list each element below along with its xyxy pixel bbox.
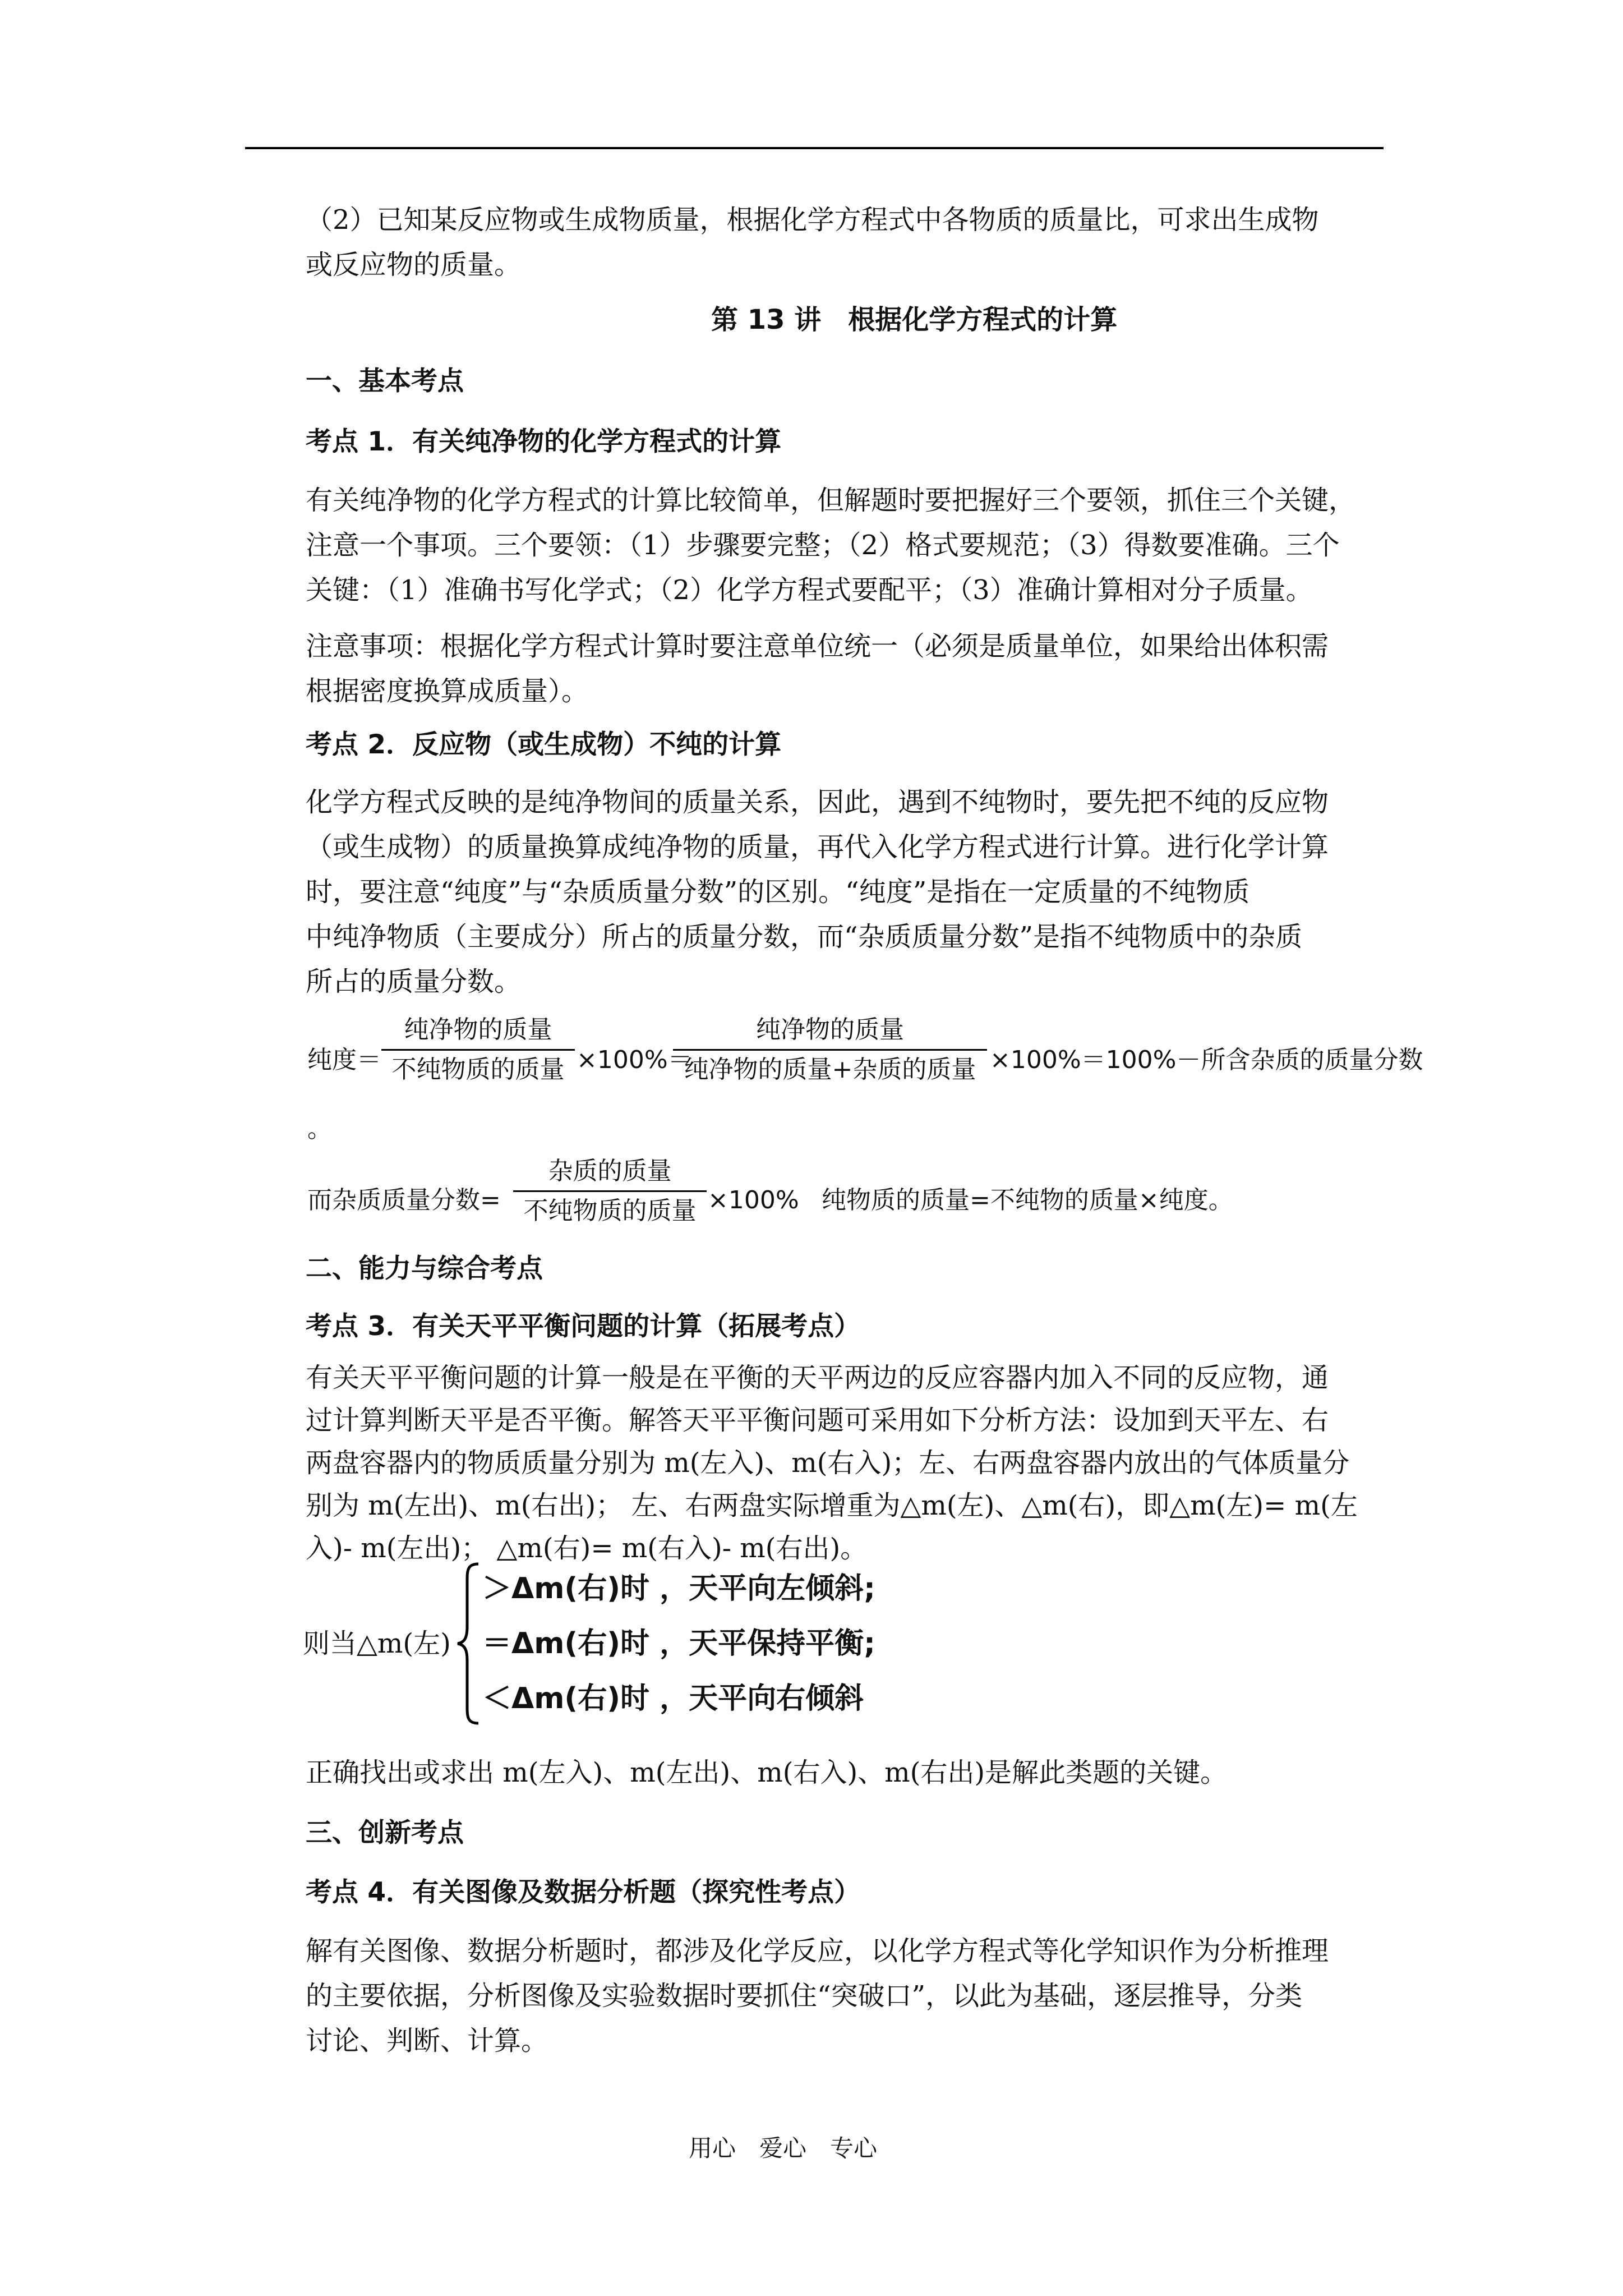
point-1-note — [306, 624, 1388, 714]
fraction-pure-over-sum — [673, 1014, 987, 1085]
fraction-numerator: 杂质的质量 — [513, 1156, 707, 1192]
paragraph-line: 有关天平平衡问题的计算一般是在平衡的天平两边的反应容器内加入不同的反应物，通 — [306, 1362, 1329, 1393]
fraction-impurity — [513, 1156, 707, 1227]
point-3-conclusion: 正确找出或求出 m(左入)、m(左出)、m(右入)、m(右出)是解此类题的关键。 — [306, 1757, 1228, 1788]
paragraph-line: 注意一个事项。三个要领：（1）步骤要完整；（2）格式要规范；（3）得数要准确。三个 — [306, 530, 1340, 561]
formula-lhs: 而杂质质量分数= — [307, 1186, 501, 1214]
intro-line: （2）已知某反应物或生成物质量，根据化学方程式中各物质的质量比，可求出生成物 — [306, 204, 1319, 236]
header-rule — [245, 147, 1384, 149]
point-2-heading: 考点 2．反应物（或生成物）不纯的计算 — [306, 729, 782, 760]
paragraph-line: 注意事项：根据化学方程式计算时要注意单位统一（必须是质量单位，如果给出体积需 — [306, 631, 1329, 662]
intro-line: 或反应物的质量。 — [306, 249, 522, 280]
case-line: ＝Δm(右)时 ，天平保持平衡; — [482, 1627, 875, 1660]
fraction-denominator: 不纯物质的质量 — [523, 1197, 697, 1225]
intro-paragraph — [306, 197, 1388, 287]
paragraph-line: 过计算判断天平是否平衡。解答天平平衡问题可采用如下分析方法：设加到天平左、右 — [306, 1405, 1329, 1436]
case-line: ＞Δm(右)时 ，天平向左倾斜; — [482, 1572, 875, 1605]
section-3-heading: 三、创新考点 — [306, 1818, 464, 1848]
formula-operator: ×100% — [708, 1186, 799, 1214]
formula-rhs: 纯物质的质量=不纯物的质量×纯度。 — [822, 1186, 1233, 1214]
fraction-numerator: 纯净物的质量 — [673, 1014, 987, 1051]
section-2-heading: 二、能力与综合考点 — [306, 1253, 543, 1284]
point-3-heading: 考点 3．有关天平平衡问题的计算（拓展考点） — [306, 1311, 861, 1342]
page-footer: 用心 爱心 专心 — [689, 2134, 878, 2162]
fraction-numerator: 纯净物的质量 — [381, 1014, 575, 1051]
paragraph-line: 关键：（1）准确书写化学式；（2）化学方程式要配平；（3）准确计算相对分子质量。 — [306, 574, 1313, 606]
paragraph-line: 的主要依据，分析图像及实验数据时要抓住“突破口”，以此为基础，逐层推导，分类 — [306, 1980, 1303, 2012]
point-1-heading: 考点 1．有关纯净物的化学方程式的计算 — [306, 426, 782, 457]
fraction-denominator: 不纯物质的质量 — [391, 1055, 565, 1084]
point-1-paragraph — [306, 478, 1388, 613]
paragraph-line: （或生成物）的质量换算成纯净物的质量，再代入化学方程式进行计算。进行化学计算 — [306, 831, 1329, 863]
paragraph-line: 入)- m(左出)； △m(右)= m(右入)- m(右出)。 — [306, 1533, 868, 1564]
case-line: ＜Δm(右)时 ，天平向右倾斜 — [482, 1682, 864, 1715]
formula-rhs: ×100%＝100%－所含杂质的质量分数 — [990, 1046, 1423, 1074]
paragraph-line: 别为 m(左出)、m(右出)； 左、右两盘实际增重为△m(左)、△m(右)，即△m(左)= m(左 — [306, 1490, 1358, 1521]
paragraph-line: 有关纯净物的化学方程式的计算比较简单，但解题时要把握好三个要领，抓住三个关键， — [306, 485, 1356, 516]
lecture-title: 第 13 讲 根据化学方程式的计算 — [711, 304, 1118, 335]
point-4-heading: 考点 4．有关图像及数据分析题（探究性考点） — [306, 1877, 861, 1908]
paragraph-line: 所占的质量分数。 — [306, 966, 522, 997]
paragraph-line: 化学方程式反映的是纯净物间的质量关系，因此，遇到不纯物时，要先把不纯的反应物 — [306, 786, 1329, 818]
section-1-heading: 一、基本考点 — [306, 366, 464, 397]
point-2-paragraph — [306, 780, 1388, 1004]
paragraph-line: 讨论、判断、计算。 — [306, 2025, 548, 2056]
point-3-paragraph — [306, 1356, 1388, 1570]
paragraph-line: 中纯净物质（主要成分）所占的质量分数，而“杂质质量分数”是指不纯物质中的杂质 — [306, 921, 1303, 953]
fraction-pure-over-impure — [381, 1014, 575, 1085]
fraction-denominator: 纯净物的质量+杂质的质量 — [684, 1055, 976, 1084]
point-4-paragraph — [306, 1929, 1388, 2063]
paragraph-line: 两盘容器内的物质质量分别为 m(左入)、m(右入)；左、右两盘容器内放出的气体质量分 — [306, 1447, 1350, 1479]
left-brace-icon — [453, 1559, 487, 1728]
paragraph-line: 时，要注意“纯度”与“杂质质量分数”的区别。“纯度”是指在一定质量的不纯物质 — [306, 876, 1250, 908]
paragraph-line: 根据密度换算成质量）。 — [306, 675, 589, 707]
cases-lhs: 则当△m(左) — [303, 1628, 451, 1659]
paragraph-line: 解有关图像、数据分析题时，都涉及化学反应，以化学方程式等化学知识作为分析推理 — [306, 1935, 1329, 1967]
formula-operator: ×100%＝ — [577, 1046, 693, 1074]
formula-period: 。 — [307, 1115, 332, 1143]
formula-lhs: 纯度＝ — [307, 1046, 381, 1074]
